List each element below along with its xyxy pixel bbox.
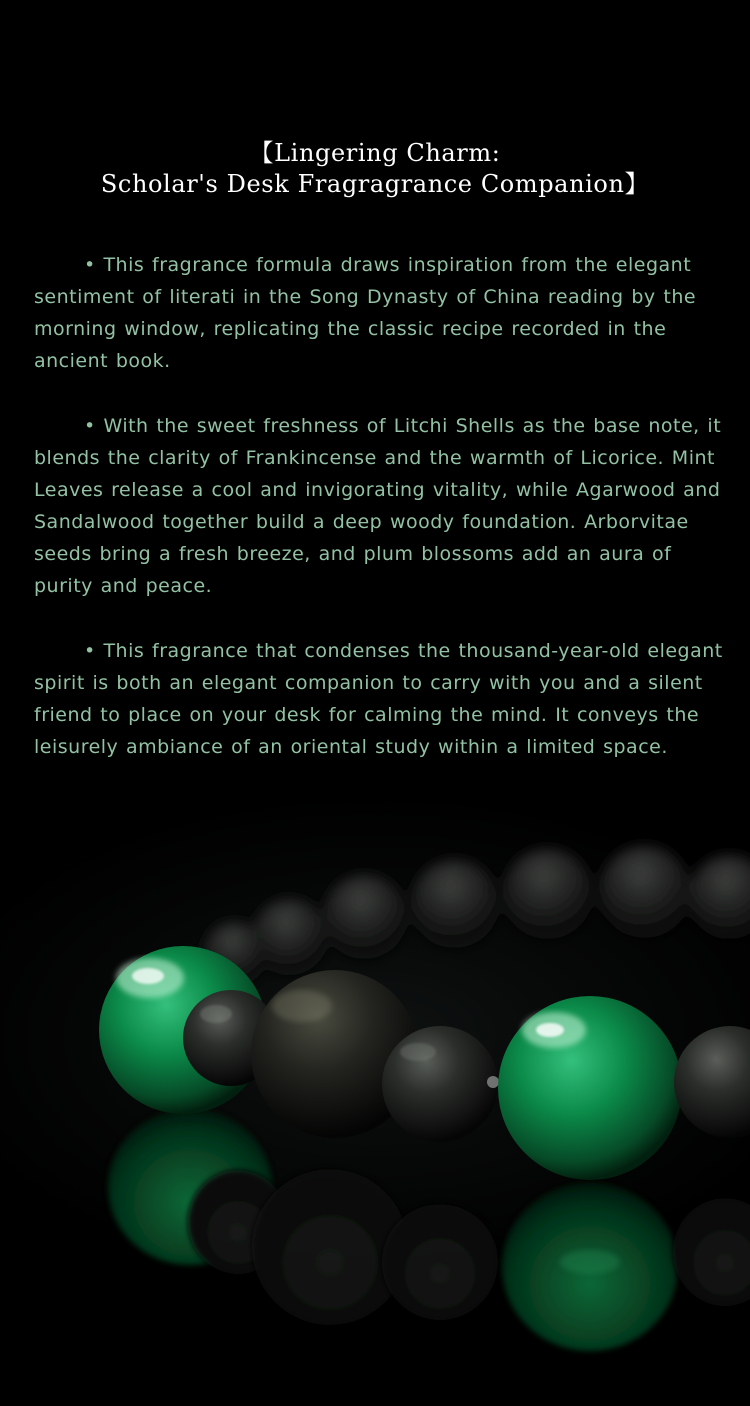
bracelet-product-photo <box>0 792 750 1406</box>
page-title <box>0 138 750 200</box>
description-paragraph-1: • This fragrance formula draws inspiration from the elegant sentiment of literati in the Song Dynasty of China reading by the morning window, replicating the classic recipe recorded in the ancient book. <box>34 254 697 372</box>
page-title-line-1: 【Lingering Charm: <box>249 139 501 167</box>
obsidian-bead-edge <box>674 1026 750 1138</box>
bracelet-illustration <box>0 792 750 1406</box>
description-paragraph-3: • This fragrance that condenses the thousand-year-old elegant spirit is both an elegant companion to carry with you and a silent friend to place on your desk for calming the mind. It conveys the leisurely ambiance of an oriental study within a limited space. <box>34 640 723 758</box>
description-paragraph-2: • With the sweet freshness of Litchi Shells as the base note, it blends the clarity of Frankincense and the warmth of Licorice. Mint Leaves release a cool and invigorating vitality, while Agarwood and Sandalwood together build a deep woody foundation. Arborvitae seeds bring a fresh breeze, and plum blossoms add an aura of purity and peace. <box>34 415 722 597</box>
obsidian-bead-right <box>382 1026 498 1142</box>
background-beads <box>203 846 750 986</box>
page-title-line-2: Scholar's Desk Fragragrance Companion】 <box>100 170 650 198</box>
